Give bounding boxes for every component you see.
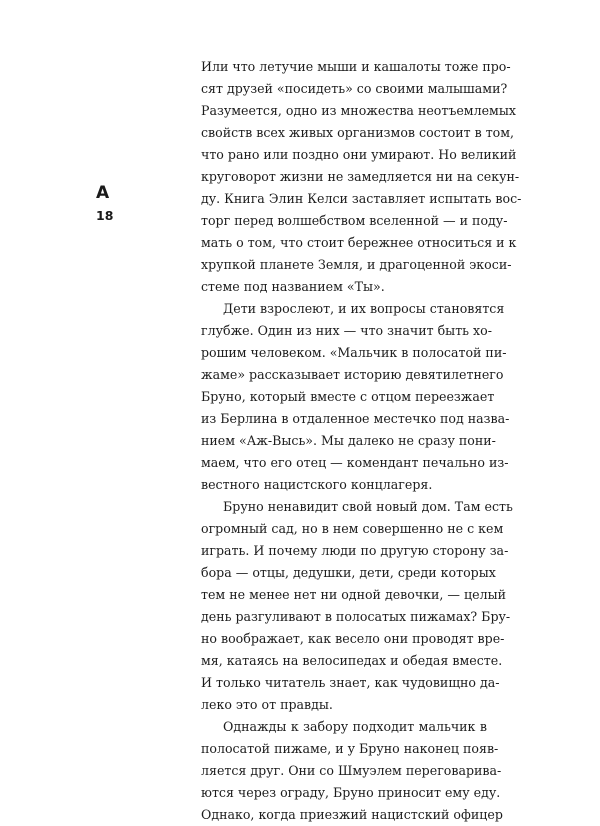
text-line: мя, катаясь на велосипедах и обедая вместе.	[201, 653, 503, 668]
text-line: Однако, когда приезжий нацистский офицер	[201, 807, 503, 822]
text-line: мать о том, что стоит бережнее относиться и к	[201, 235, 517, 250]
text-line: Разумеется, одно из множества неотъемлемых	[201, 103, 516, 118]
section-letter: А	[96, 183, 110, 203]
body-text	[201, 56, 522, 826]
text-line: сят друзей «посидеть» со своими малышами?	[201, 81, 508, 96]
text-line: полосатой пижаме, и у Бруно наконец появ-	[201, 741, 499, 756]
text-line: рошим человеком. «Мальчик в полосатой пи-	[201, 345, 507, 360]
text-line: Дети взрослеют, и их вопросы становятся	[223, 301, 505, 316]
text-line: что рано или поздно они умирают. Но великий	[201, 147, 517, 162]
text-line: Бруно ненавидит свой новый дом. Там есть	[223, 499, 513, 514]
text-line: день разгуливают в полосатых пижамах? Бру-	[201, 609, 511, 624]
text-line: Или что летучие мыши и кашалоты тоже про-	[201, 59, 511, 74]
paragraph	[201, 496, 513, 716]
text-line: леко это от правды.	[201, 697, 333, 712]
text-line: ются через ограду, Бруно приносит ему еду.	[201, 785, 501, 800]
text-line: играть. И почему люди по другую сторону за-	[201, 543, 509, 558]
text-line: жаме» рассказывает историю девятилетнего	[201, 367, 504, 382]
text-line: Бруно, который вместе с отцом переезжает	[201, 389, 495, 404]
text-line: хрупкой планете Земля, и драгоценной экоси-	[201, 257, 512, 272]
text-line: торг перед волшебством вселенной — и поду-	[201, 213, 508, 228]
text-line: ляется друг. Они со Шмуэлем переговарива-	[201, 763, 502, 778]
text-line: из Берлина в отдаленное местечко под назва-	[201, 411, 510, 426]
text-line: ду. Книга Элин Келси заставляет испытать вос-	[201, 191, 522, 206]
text-line: маем, что его отец — комендант печально из-	[201, 455, 509, 470]
page-number: 18	[96, 208, 114, 223]
paragraph	[201, 56, 522, 298]
text-line: свойств всех живых организмов состоит в том,	[201, 125, 515, 140]
paragraph	[201, 716, 503, 826]
running-head	[96, 183, 136, 224]
text-line: нием «Аж-Высь». Мы далеко не сразу пони-	[201, 433, 496, 448]
text-line: но воображает, как весело они проводят вре-	[201, 631, 505, 646]
text-line: огромный сад, но в нем совершенно не с кем	[201, 521, 504, 536]
paragraph	[201, 298, 510, 496]
text-line: И только читатель знает, как чудовищно да-	[201, 675, 500, 690]
text-line: бора — отцы, дедушки, дети, среди которых	[201, 565, 496, 580]
text-line: круговорот жизни не замедляется ни на секун-	[201, 169, 520, 184]
text-line: глубже. Один из них — что значит быть хо-	[201, 323, 492, 338]
text-line: вестного нацистского концлагеря.	[201, 477, 433, 492]
text-line: стеме под названием «Ты».	[201, 279, 385, 294]
text-line: Однажды к забору подходит мальчик в	[223, 719, 487, 734]
text-line: тем не менее нет ни одной девочки, — целый	[201, 587, 506, 602]
